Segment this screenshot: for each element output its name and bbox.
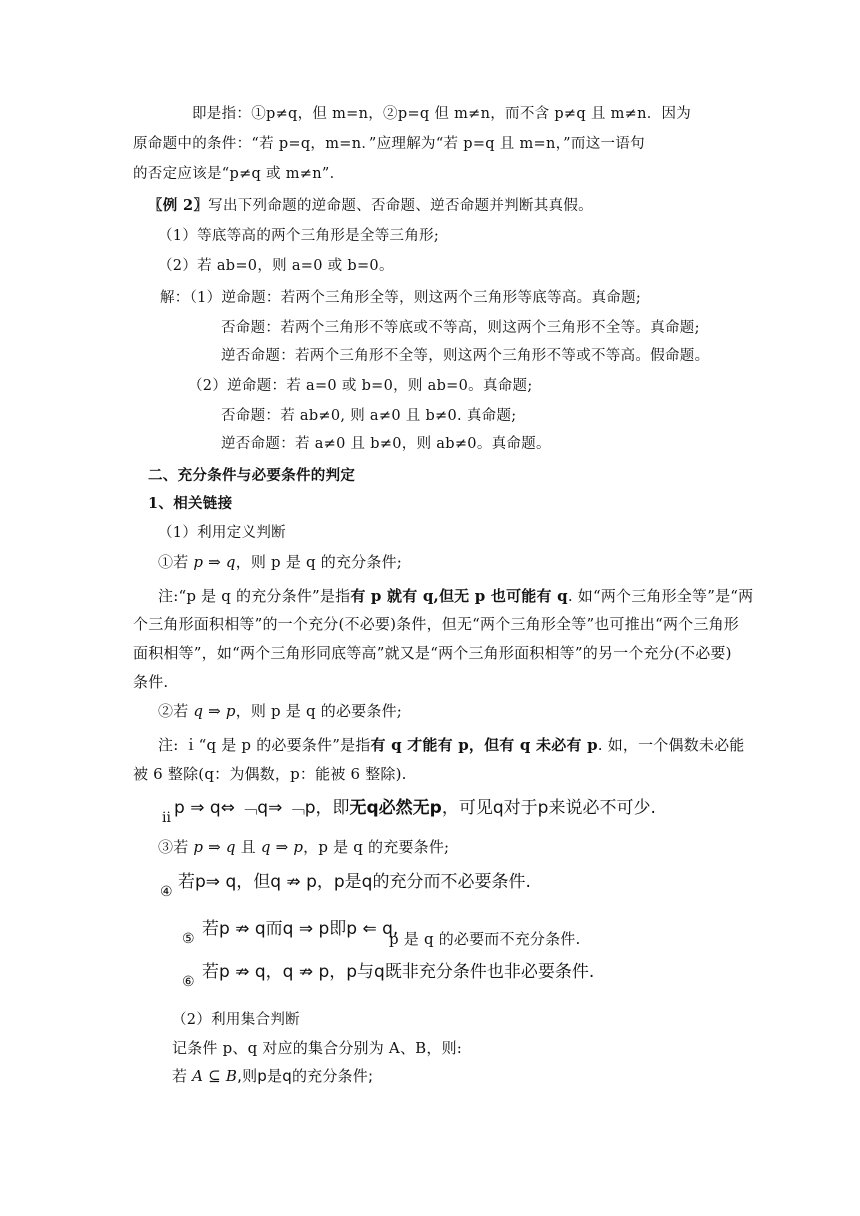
example-heading bbox=[148, 196, 593, 216]
solution-line: 否命题：若 ab≠0, 则 a≠0 且 b≠0. 真命题; bbox=[221, 408, 517, 424]
condition-2 bbox=[158, 701, 402, 721]
text-line: 条件. bbox=[133, 673, 169, 691]
text: ,则p是q的充分条件; bbox=[237, 1067, 374, 1085]
implication-formula: q ⇒ p bbox=[260, 838, 304, 856]
implication-formula: p ⇒ q bbox=[193, 553, 236, 571]
set-condition-1 bbox=[172, 1066, 373, 1086]
example-prompt: 写出下列命题的逆命题、否命题、逆否命题并判断其真假。 bbox=[208, 198, 593, 214]
solution-line: （2）逆命题：若 a=0 或 b=0，则 ab=0。真命题; bbox=[188, 378, 533, 394]
solution-line: 逆否命题：若 a≠0 且 b≠0，则 ab≠0。真命题。 bbox=[221, 436, 551, 452]
note-1 bbox=[158, 586, 753, 606]
formula-image-line: 若p⇒ q，但q ⇏ p，p是q的充分而不必要条件. bbox=[178, 872, 531, 892]
note-emphasis: 有 p 就有 q,但无 p 也可能有 q bbox=[350, 587, 568, 605]
text: p ⇒ q⇔ ﹁q⇒ ﹁p，即 bbox=[174, 798, 350, 818]
section-heading: 二、充分条件与必要条件的判定 bbox=[148, 467, 356, 484]
text-line: 原命题中的条件：“若 p=q，m=n．”应理解为“若 p=q 且 m=n，”而这一语句 bbox=[133, 136, 645, 152]
condition-1 bbox=[158, 552, 402, 572]
text-line: p 是 q 的必要而不充分条件. bbox=[389, 930, 581, 948]
question-2: （2）若 ab=0，则 a=0 或 b=0。 bbox=[158, 258, 394, 274]
method-heading: （1）利用定义判断 bbox=[158, 525, 286, 541]
item-marker: ⑥ bbox=[182, 974, 195, 990]
formula-image-line: 若p ⇏ q而q ⇒ p即p ⇐ q, bbox=[202, 919, 399, 939]
text-line: 记条件 p、q 对应的集合分别为 A、B，则: bbox=[172, 1039, 463, 1057]
formula-image-line bbox=[174, 796, 656, 820]
text: 且 bbox=[235, 838, 261, 856]
note-emphasis: 有 q 才能有 p，但有 q 未必有 p bbox=[370, 736, 598, 754]
text: ②若 bbox=[158, 702, 194, 720]
text: ，则 p 是 q 的必要条件; bbox=[235, 702, 403, 720]
subsection-heading: 1、相关链接 bbox=[148, 495, 233, 512]
text: 注:“p 是 q 的充分条件”是指 bbox=[158, 587, 351, 605]
item-marker: ⑤ bbox=[182, 931, 195, 947]
text: 注: ｉ“q 是 p 的必要条件”是指 bbox=[158, 736, 371, 754]
method-heading: （2）利用集合判断 bbox=[172, 1012, 300, 1028]
text: . 如，一个偶数未必能 bbox=[597, 736, 745, 754]
condition-3 bbox=[158, 837, 449, 857]
solution-line: 解：（1）逆命题：若两个三角形全等，则这两个三角形等底等高。真命题; bbox=[160, 290, 642, 306]
text-line: 的否定应该是“p≠q 或 m≠n”． bbox=[133, 166, 345, 182]
example-label: 〖例 2〗 bbox=[148, 197, 209, 214]
solution-line: 否命题：若两个三角形不等底或不等高，则这两个三角形不全等。真命题; bbox=[221, 320, 700, 336]
note-2 bbox=[158, 735, 745, 755]
solution-line: 逆否命题：若两个三角形不全等，则这两个三角形不等或不等高。假命题。 bbox=[221, 348, 710, 364]
text-line: 面积相等”，如“两个三角形同底等高”就又是“两个三角形面积相等”的另一个充分(不必要) bbox=[133, 644, 732, 662]
text: . 如“两个三角形全等”是“两 bbox=[567, 587, 754, 605]
implication-formula: q ⇒ p bbox=[193, 702, 236, 720]
formula-emphasis: 无q必然无p bbox=[349, 798, 442, 818]
text-line: 个三角形面积相等”的一个充分(不必要)条件，但无“两个三角形全等”也可推出“两个三角形 bbox=[133, 615, 739, 633]
text-line: 即是指：①p≠q，但 m=n，②p=q 但 m≠n，而不含 p≠q 且 m≠n．因为 bbox=[192, 106, 692, 122]
text: ③若 bbox=[158, 838, 194, 856]
question-1: （1）等底等高的两个三角形是全等三角形; bbox=[158, 228, 440, 244]
text: ①若 bbox=[158, 553, 194, 571]
formula-image-line: 若p ⇏ q，q ⇏ p，p与q既非充分条件也非必要条件. bbox=[202, 962, 595, 982]
text-line: 被 6 整除(q：为偶数，p：能被 6 整除). bbox=[133, 765, 407, 783]
text: ，则 p 是 q 的充分条件; bbox=[235, 553, 403, 571]
subset-formula: A ⊆ B bbox=[192, 1067, 238, 1085]
text: ，可见q对于p来说必不可少. bbox=[441, 798, 656, 818]
implication-formula: p ⇒ q bbox=[193, 838, 236, 856]
text: ，p 是 q 的充要条件; bbox=[303, 838, 450, 856]
item-marker: ⅱ bbox=[162, 810, 172, 826]
item-marker: ④ bbox=[160, 884, 173, 900]
text: 若 bbox=[172, 1067, 193, 1085]
